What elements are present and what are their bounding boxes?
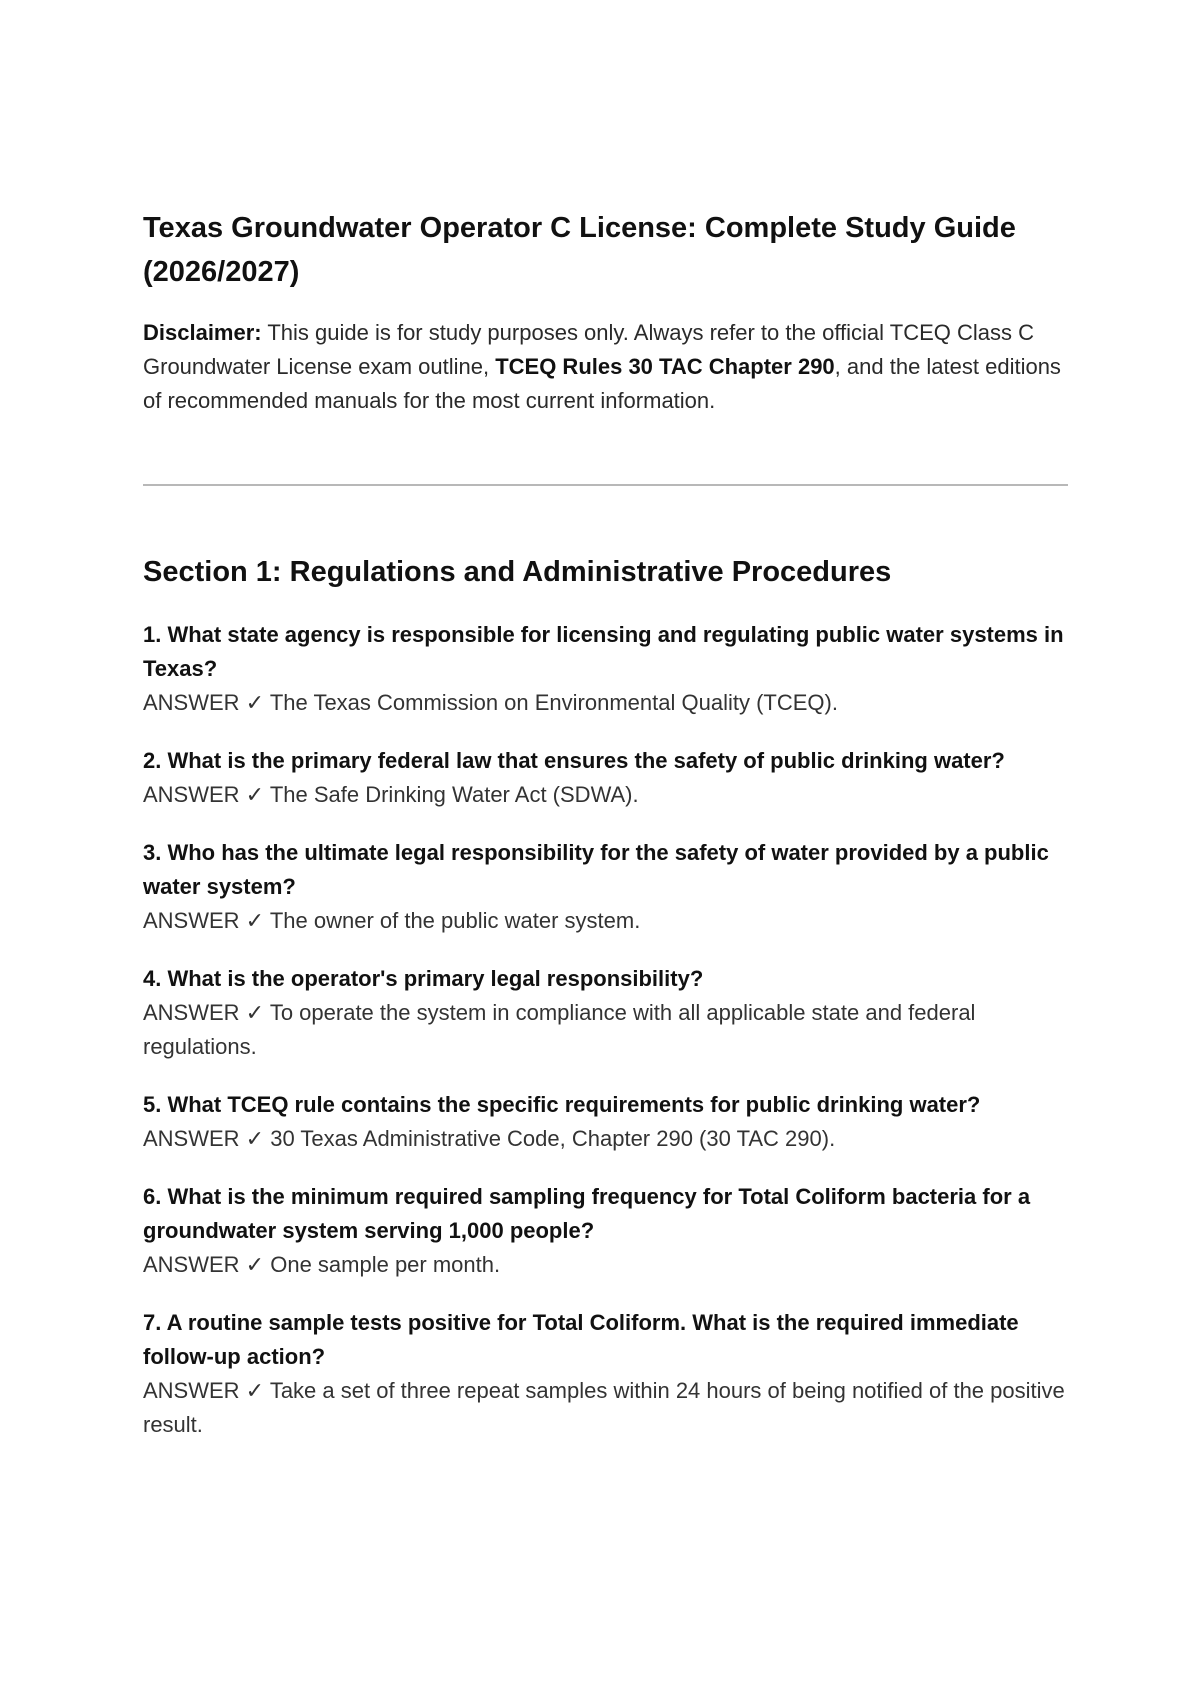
question-text: 3. Who has the ultimate legal responsibility for the safety of water provided by a public water system? xyxy=(143,840,1049,899)
qa-item xyxy=(143,744,1068,812)
question-text: 1. What state agency is responsible for licensing and regulating public water systems in Texas? xyxy=(143,622,1064,681)
answer-text: ANSWER ✓ The Safe Drinking Water Act (SDWA). xyxy=(143,782,639,807)
question-text: 7. A routine sample tests positive for Total Coliform. What is the required immediate follow-up action? xyxy=(143,1310,1019,1369)
section-title: Section 1: Regulations and Administrative Procedures xyxy=(143,556,892,588)
disclaimer-rule-reference: TCEQ Rules 30 TAC Chapter 290 xyxy=(495,354,835,379)
question-text: 5. What TCEQ rule contains the specific requirements for public drinking water? xyxy=(143,1092,981,1117)
qa-item xyxy=(143,618,1068,720)
disclaimer-text-1: This guide is for study purposes only. Always refer to the official TCEQ Class C Groundwater License exam outline, xyxy=(143,320,1034,379)
answer-text: ANSWER ✓ Take a set of three repeat samples within 24 hours of being notified of the positive result. xyxy=(143,1378,1065,1437)
qa-item xyxy=(143,1088,1068,1156)
document-title: Texas Groundwater Operator C License: Complete Study Guide (2026/2027) xyxy=(143,212,1016,288)
qa-item xyxy=(143,962,1068,1064)
qa-list xyxy=(143,618,1068,1442)
answer-text: ANSWER ✓ The Texas Commission on Environmental Quality (TCEQ). xyxy=(143,690,838,715)
answer-text: ANSWER ✓ 30 Texas Administrative Code, Chapter 290 (30 TAC 290). xyxy=(143,1126,836,1151)
answer-text: ANSWER ✓ To operate the system in compliance with all applicable state and federal regulations. xyxy=(143,1000,976,1059)
qa-item xyxy=(143,1180,1068,1282)
disclaimer-label: Disclaimer: xyxy=(143,320,262,345)
question-text: 4. What is the operator's primary legal responsibility? xyxy=(143,966,704,991)
document-page xyxy=(143,206,1068,1466)
question-text: 2. What is the primary federal law that ensures the safety of public drinking water? xyxy=(143,748,1005,773)
disclaimer-paragraph xyxy=(143,316,1068,418)
answer-text: ANSWER ✓ The owner of the public water system. xyxy=(143,908,641,933)
question-text: 6. What is the minimum required sampling frequency for Total Coliform bacteria for a groundwater system serving 1,000 people? xyxy=(143,1184,1031,1243)
disclaimer-text-2: , and the latest editions of recommended manuals for the most current information. xyxy=(143,354,1061,413)
answer-text: ANSWER ✓ One sample per month. xyxy=(143,1252,501,1277)
qa-item xyxy=(143,1306,1068,1442)
qa-item xyxy=(143,836,1068,938)
section-divider xyxy=(143,484,1068,486)
